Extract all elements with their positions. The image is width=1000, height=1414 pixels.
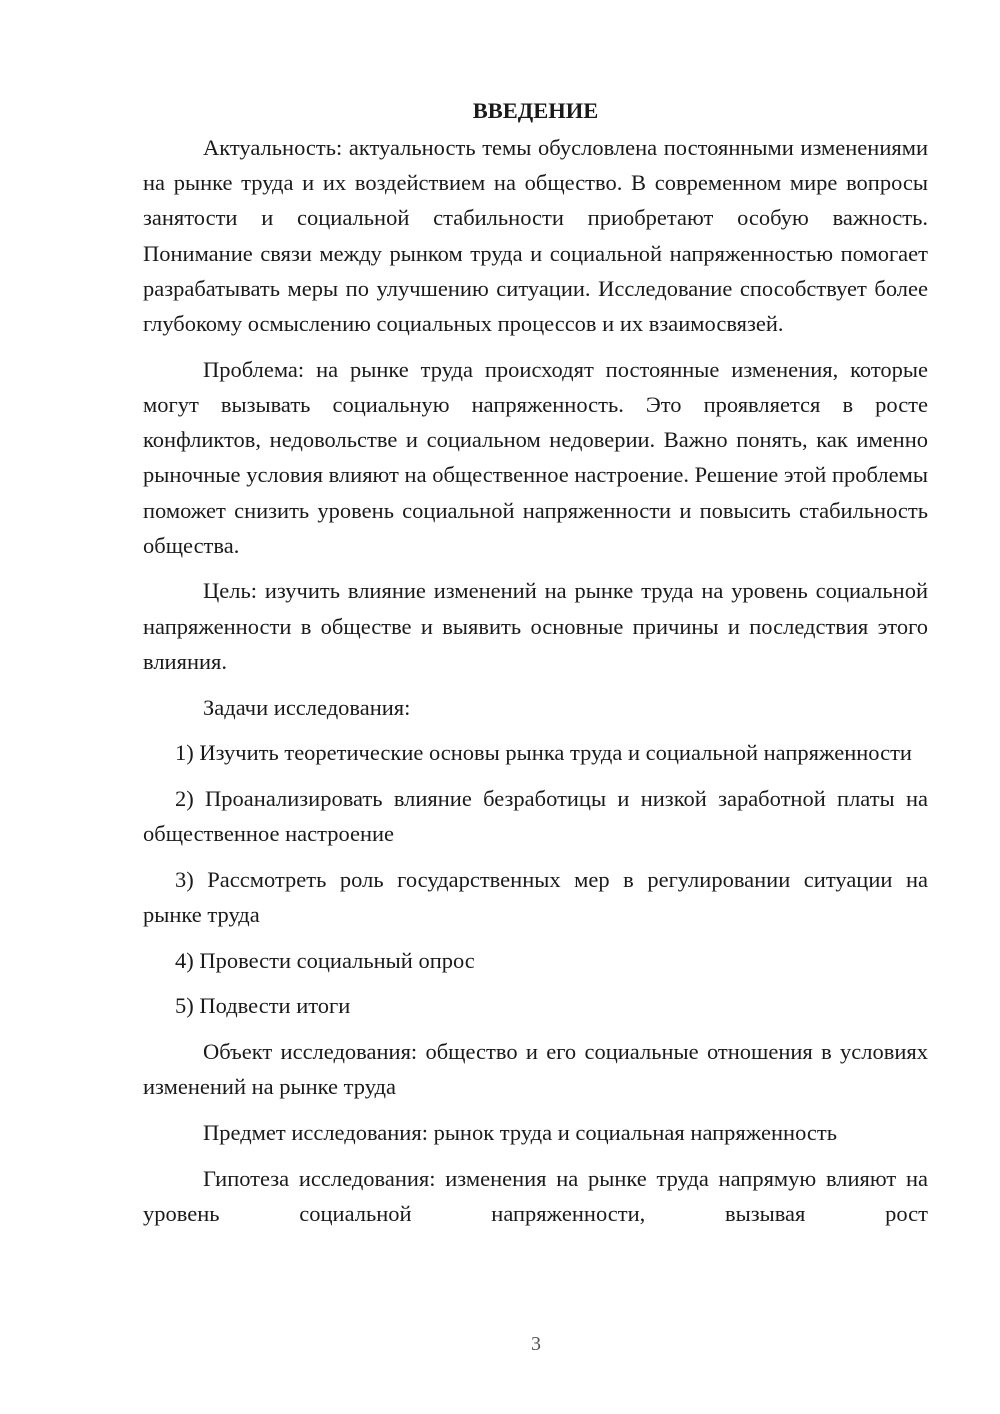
paragraph-goal: Цель: изучить влияние изменений на рынке труда на уровень социальной напряженности в обществе и выявить основные причины и последствия этого влияния.: [143, 578, 928, 674]
page-number: 3: [531, 1333, 541, 1355]
list-item: 2) Проанализировать влияние безработицы и низкой заработной платы на общественное настроение: [143, 785, 928, 847]
document-page: [143, 92, 928, 1242]
paragraph-problem: Проблема: на рынке труда происходят постоянные изменения, которые могут вызывать социальную напряженность. Это проявляется в росте конфликтов, недовольстве и социальном недоверии. Важно понять, как именно рыночные условия влияют на общественное настроение. Решение этой проблемы поможет снизить уровень социальной напряженности и повысить стабильность общества.: [143, 356, 928, 558]
paragraph-object: Объект исследования: общество и его социальные отношения в условиях изменений на рынке труда: [143, 1039, 928, 1100]
list-item: 4) Провести социальный опрос: [175, 947, 475, 973]
list-item: 3) Рассмотреть роль государственных мер в регулировании ситуации на рынке труда: [143, 866, 928, 928]
tasks-list: [143, 735, 928, 1023]
list-item: 1) Изучить теоретические основы рынка труда и социальной напряженности: [175, 740, 912, 766]
paragraph-subject: Предмет исследования: рынок труда и социальная напряженность: [203, 1120, 837, 1146]
paragraph-relevance: Актуальность: актуальность темы обусловлена постоянными изменениями на рынке труда и их воздействием на общество. В современном мире вопросы занятости и социальной стабильности приобретают особую важность. Понимание связи между рынком труда и социальной напряженностью помогает разрабатывать меры по улучшению ситуации. Исследование способствует более глубокому осмыслению социальных процессов и их взаимосвязей.: [143, 135, 928, 337]
section-title: ВВЕДЕНИЕ: [472, 98, 599, 123]
tasks-heading: Задачи исследования:: [203, 694, 411, 720]
paragraph-hypothesis: Гипотеза исследования: изменения на рынке труда напрямую влияют на уровень социальной напряженности, вызывая рост: [143, 1165, 928, 1226]
list-item: 5) Подвести итоги: [175, 993, 351, 1019]
